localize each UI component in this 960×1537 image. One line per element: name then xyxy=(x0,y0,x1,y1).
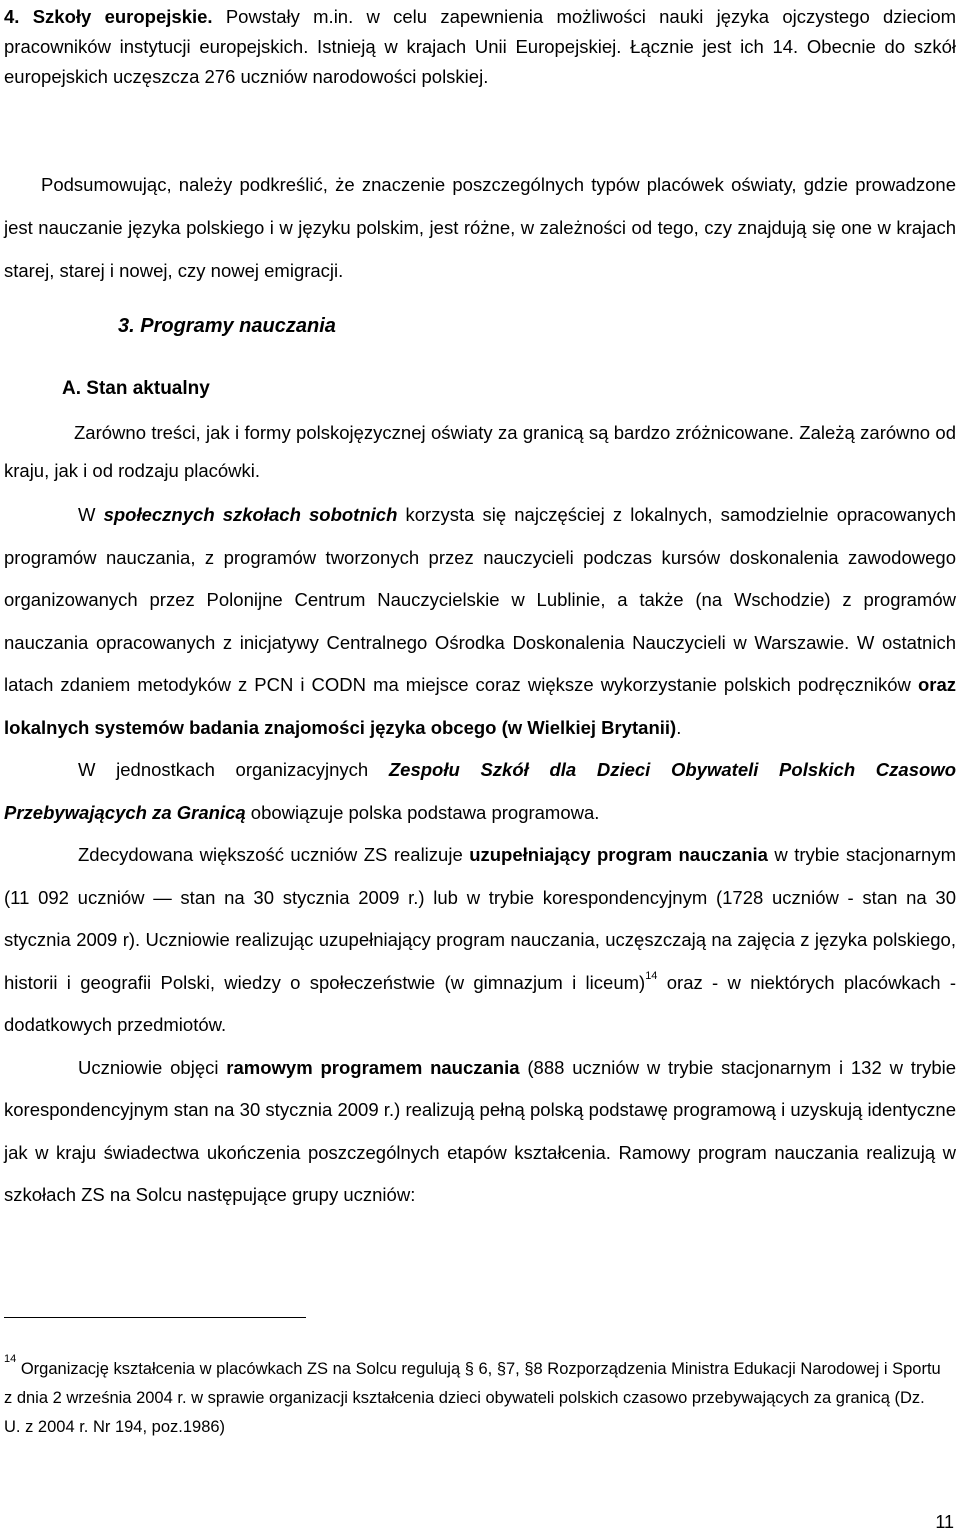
paragraph-intro-text: Zarówno treści, jak i formy polskojęzycznej oświaty za granicą są bardzo zróżnicowane. Zależą zarówno od kraju, jak i od rodzaju placówki. xyxy=(4,422,956,481)
list-item-european-schools xyxy=(4,2,956,92)
footnote-number: 14 xyxy=(4,1352,17,1365)
text-run: (888 uczniów w trybie stacjonarnym i 132 w trybie korespondencyjnym stan na 30 stycznia 2009 r.) realizują pełną polską podstawę programową i uzyskują identyczne jak w kraju świadectwa ukończenia poszczególnych etapów kształcenia. Ramowy program nauczania realizują w szkołach ZS na Solcu następujące grupy uczniów: xyxy=(4,1056,957,1205)
text-run: Uczniowie objęci xyxy=(78,1056,227,1078)
paragraph-supplementary-program xyxy=(4,834,956,1047)
footnote xyxy=(4,1352,944,1442)
subsection-title: Stan aktualny xyxy=(86,378,210,399)
paragraph-intro xyxy=(4,414,956,490)
paragraph-framework-program xyxy=(4,1047,956,1217)
list-item-heading: Szkoły europejskie. xyxy=(32,6,213,27)
emphasis-local-systems: oraz lokalnych systemów badania znajomości języka obcego (w Wielkiej Brytanii) xyxy=(4,674,956,738)
subsection-letter: A. xyxy=(62,378,81,399)
emphasis-supplementary-program: uzupełniający program nauczania xyxy=(469,844,768,865)
section-heading xyxy=(118,315,336,338)
text-run: korzysta się najczęściej z lokalnych, samodzielnie opracowanych programów nauczania, z programów tworzonych przez nauczycieli podczas kursów doskonalenia zawodowego organizowanych przez Polonijne Centrum Nauczycielskie w Lublinie, a także (na Wschodzie) z programów nauczania opracowanych z inicjatywy Centralnego Ośrodka Doskonalenia Nauczycieli w Warszawie. W ostatnich latach zdaniem metodyków z PCN i CODN ma miejsce coraz większe wykorzystanie polskich podręczników xyxy=(4,504,956,695)
emphasis-framework-program: ramowym programem nauczania xyxy=(226,1056,520,1078)
paragraph-zs-units xyxy=(4,749,956,834)
text-run: obowiązuje polska podstawa programowa. xyxy=(245,801,600,823)
summary-paragraph: Podsumowując, należy podkreślić, że znaczenie poszczególnych typów placówek oświaty, gdzie prowadzone jest nauczanie języka polskiego i w języku polskim, jest różne, w zależności od tego, czy znajdują się one w krajach starej, starej i nowej, czy nowej emigracji. xyxy=(4,174,956,281)
section-number: 3. xyxy=(118,315,135,337)
list-item-text: Powstały m.in. w celu zapewnienia możliwości nauki języka ojczystego dzieciom pracowników instytucji europejskich. Istnieją w krajach Unii Europejskiej. Łącznie jest ich 14. Obecnie do szkół europejskich uczęszcza 276 uczniów narodowości polskiej. xyxy=(4,6,957,87)
section-title: Programy nauczania xyxy=(140,315,336,337)
emphasis-zs-name: Zespołu Szkół dla Dzieci Obywateli Polskich Czasowo Przebywających za Granicą xyxy=(4,759,956,823)
emphasis-saturday-schools: społecznych szkołach sobotnich xyxy=(103,504,398,525)
text-run: Zdecydowana większość uczniów ZS realizuje xyxy=(78,844,470,865)
paragraph-saturday-schools xyxy=(4,494,956,749)
subsection-heading xyxy=(62,378,210,400)
text-run: W xyxy=(78,504,104,525)
text-run: W jednostkach organizacyjnych xyxy=(78,759,389,780)
footnote-divider xyxy=(4,1317,306,1318)
text-run: w trybie stacjonarnym (11 092 uczniów — stan na 30 stycznia 2009 r.) lub w trybie korespondencyjnym (1728 uczniów - stan na 30 stycznia 2009 r). Uczniowie realizując uzupełniający program nauczania, uczęszczają na zajęcia z języka polskiego, historii i geografii Polski, wiedzy o społeczeństwie (w gimnazjum i liceum) xyxy=(4,844,956,993)
text-run: oraz - w niektórych placówkach - dodatkowych przedmiotów. xyxy=(4,971,956,1035)
list-item-number: 4. xyxy=(4,6,20,27)
main-body xyxy=(4,494,956,1217)
text-run: . xyxy=(676,716,682,738)
footnote-text: Organizację kształcenia w placówkach ZS na Solcu regulują § 6, §7, §8 Rozporządzenia Ministra Edukacji Narodowej i Sportu z dnia 2 września 2004 r. w sprawie organizacji kształcenia dzieci obywateli polskich czasowo przebywających za granicą (Dz. U. z 2004 r. Nr 194, poz.1986) xyxy=(4,1360,941,1436)
page-number: 11 xyxy=(935,1512,954,1532)
footnote-ref[interactable]: 14 xyxy=(645,970,658,983)
